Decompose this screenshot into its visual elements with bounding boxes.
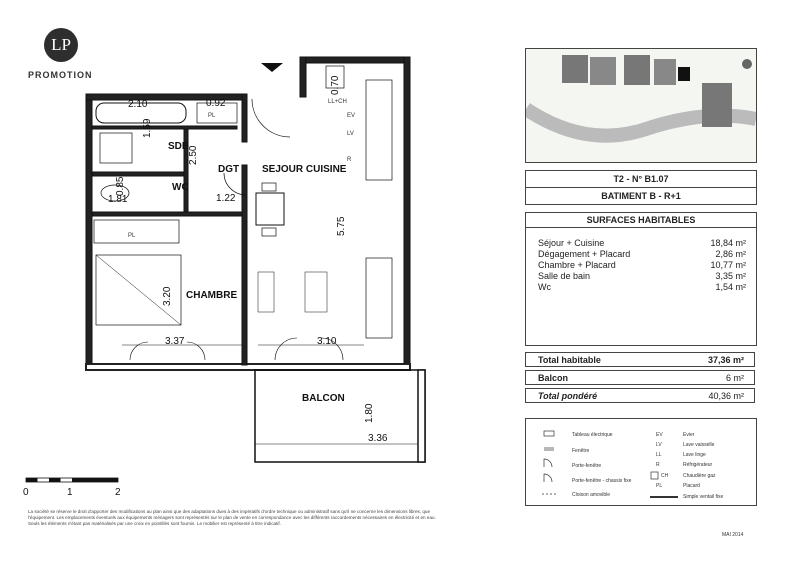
dim-sejour-length: 5.75 [336, 216, 347, 236]
legend [525, 418, 757, 506]
legend-item: Fenêtre [572, 448, 590, 454]
room-dgt: DGT [218, 164, 240, 175]
wall-north-right [300, 57, 410, 63]
armchair-2 [258, 272, 274, 312]
balcon-label: Balcon [538, 372, 569, 383]
label-lv: LV [347, 131, 354, 137]
total-pondere-label: Total pondéré [538, 390, 598, 401]
site-map [525, 48, 757, 163]
surface-value: 3,35 m² [715, 271, 746, 281]
surface-row [526, 249, 756, 260]
legend-item: Lave linge [683, 452, 706, 458]
dim-placard-width: 0.92 [206, 98, 226, 109]
washbasin [100, 133, 132, 163]
legend-code: LV [656, 442, 662, 448]
legend-item: Porte-fenêtre - chassis fixe [572, 478, 632, 484]
dim-sejour-width: 3.10 [317, 336, 337, 347]
placard-chambre [94, 220, 179, 243]
chair-1 [262, 183, 276, 191]
surfaces-table [525, 212, 757, 346]
dim-chambre-width: 3.37 [165, 336, 185, 347]
kitchen-counter [366, 80, 392, 180]
surface-label: Salle de bain [538, 271, 591, 281]
surface-row [526, 271, 756, 282]
total-habitable-row [525, 352, 755, 367]
legend-item: Tableau électrique [572, 432, 613, 438]
balcony-screen [418, 370, 425, 462]
legend-item: Simple ventail fixe [683, 494, 724, 500]
dim-wc-width: 1.81 [108, 194, 128, 205]
label-r: R [347, 157, 352, 163]
legend-item: Placard [683, 483, 700, 489]
dim-sdb-height: 1.59 [142, 118, 153, 138]
label-pl-sdb: PL [208, 113, 216, 119]
dim-llch-height: 0.70 [330, 75, 341, 95]
dim-chambre-length: 3.20 [162, 286, 173, 306]
logo-brand: PROMOTION [28, 70, 93, 80]
surface-label: Chambre + Placard [538, 260, 616, 270]
scale-label-2: 2 [115, 487, 121, 498]
wall-chambre-north [92, 212, 242, 216]
wall-entry [300, 57, 306, 97]
sofa [366, 258, 392, 338]
wall-east [404, 57, 410, 370]
chair-2 [262, 228, 276, 236]
room-wc: WC [172, 182, 189, 193]
dim-dgt-width: 1.22 [216, 193, 236, 204]
legend-item: Porte-fenêtre [572, 463, 602, 469]
total-pondere-row [525, 388, 755, 403]
dining-table [256, 193, 284, 225]
legend-item: Cloison amovible [572, 492, 611, 498]
label-pl-chambre: PL [128, 233, 136, 239]
legend-code: R [656, 462, 660, 468]
legend-code: EV [656, 432, 663, 438]
building-level: BATIMENT B - R+1 [601, 191, 681, 201]
window-arc-2 [187, 342, 205, 360]
surface-row [526, 238, 756, 249]
surface-label: Séjour + Cuisine [538, 238, 605, 248]
window-arc-1 [130, 342, 148, 360]
logo-monogram: LP [44, 28, 78, 62]
legend-item: Réfrigérateur [683, 462, 713, 468]
dim-sdb-depth: 2.50 [188, 145, 199, 165]
legend-code: LL [656, 452, 662, 458]
entry-door-arc [252, 99, 290, 137]
wall-west [86, 94, 92, 370]
legend-item: Lave vaisselle [683, 442, 715, 448]
surface-row [526, 260, 756, 271]
dim-wc-height: 0.85 [115, 176, 126, 196]
room-chambre: CHAMBRE [186, 290, 238, 301]
legend-item: Chaudière gaz [683, 473, 716, 479]
surface-value: 18,84 m² [710, 238, 746, 248]
scale-bar [26, 478, 118, 482]
room-balcon: BALCON [302, 393, 345, 404]
french-door-arc-1 [275, 338, 297, 360]
legend-code: PL [656, 483, 663, 489]
wall-bath-north [92, 126, 237, 129]
scale-label-0: 0 [23, 487, 29, 498]
surface-value: 1,54 m² [715, 282, 746, 292]
surface-row [526, 282, 756, 293]
document-date: MAI 2014 [722, 532, 744, 538]
room-sejour-cuisine: SEJOUR CUISINE [262, 164, 347, 175]
dim-balcon-width: 3.36 [368, 433, 388, 444]
lot-number: T2 - N° B1.07 [526, 171, 756, 188]
balcon-row [525, 370, 755, 385]
entry-arrow [261, 63, 283, 72]
wall-bath-entry [242, 94, 247, 142]
scale-label-1: 1 [67, 487, 73, 498]
legend-item: Evier [683, 432, 695, 438]
dim-bath-width: 2.10 [128, 99, 148, 110]
total-pondere-value: 40,36 m² [708, 390, 744, 401]
armchair [305, 272, 327, 312]
wall-wc [92, 172, 187, 176]
dim-balcon-depth: 1.80 [364, 403, 375, 423]
surface-value: 2,86 m² [715, 249, 746, 259]
legend-code: CH [661, 473, 669, 479]
footer-disclaimer: La société se réserve le droit d'apporter des modifications au plan ainsi que des adaptations dues à des impératifs d'ordre technique ou administratif sans qu'il ne concerne les dimensions libres, que l'équipement. Les emplacements éventuels aux équipements ménagers sont représentés sur le plan de vente en correspondance avec les différents raccordements nécessaires en électricité et en eau. Seuls les éléments n'étant pas matérialisés par une croix en pointillés sont fournis. Le mobilier est représenté à titre indicatif. [28, 509, 436, 526]
room-sdb: SDB [168, 141, 190, 152]
wall-south [86, 364, 410, 370]
label-ev: EV [347, 113, 356, 119]
site-map-drawing [526, 49, 756, 162]
surfaces-heading: SURFACES HABITABLES [526, 213, 756, 228]
label-llch: LL+CH [328, 99, 347, 105]
lot-title-box [525, 170, 757, 205]
balcony-outline [255, 370, 425, 462]
legend-symbols [526, 419, 756, 505]
surface-label: Dégagement + Placard [538, 249, 631, 259]
surface-value: 10,77 m² [710, 260, 746, 270]
balcon-value: 6 m² [726, 372, 744, 383]
total-habitable-label: Total habitable [538, 354, 601, 365]
total-habitable-value: 37,36 m² [707, 354, 744, 365]
surface-label: Wc [538, 282, 551, 292]
